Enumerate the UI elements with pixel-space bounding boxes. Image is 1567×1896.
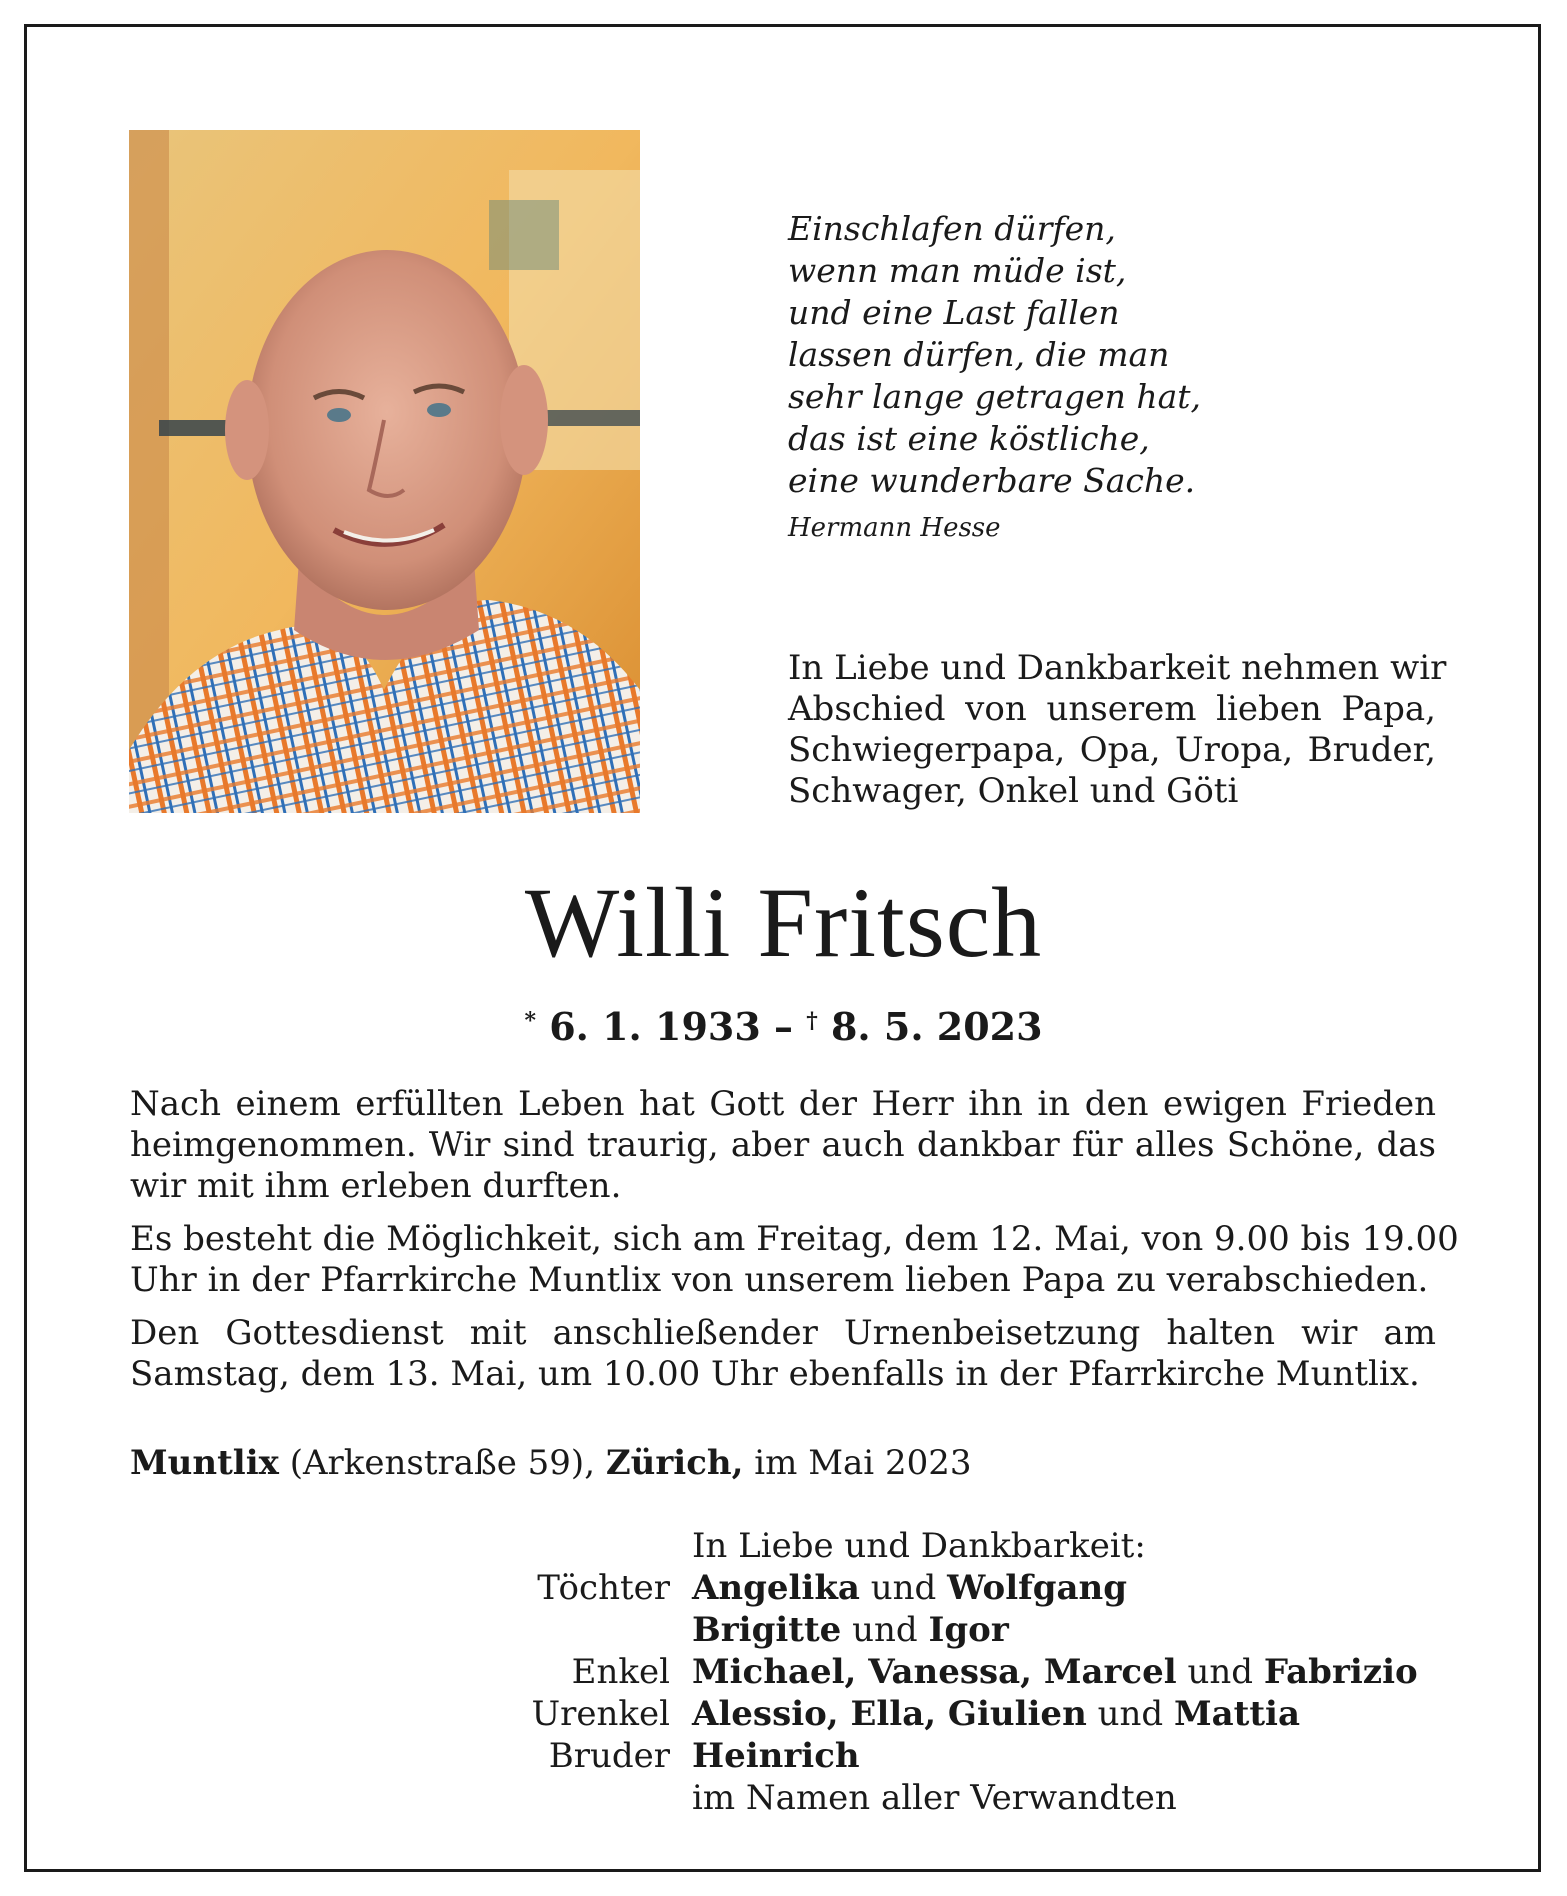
death-symbol: † bbox=[806, 1008, 818, 1034]
paragraph bbox=[130, 1219, 1459, 1301]
death-date: 8. 5. 2023 bbox=[830, 1004, 1043, 1049]
portrait-photo bbox=[129, 130, 640, 813]
family-name-bold: Michael, Vanessa, Marcel bbox=[692, 1652, 1177, 1692]
family-conjunction: und bbox=[870, 1568, 937, 1608]
poem-line: das ist eine köstliche, bbox=[788, 419, 1150, 458]
intro-line: In Liebe und Dankbarkeit nehmen wir bbox=[788, 648, 1447, 688]
family-name-bold: Igor bbox=[928, 1610, 1009, 1650]
poem-line: und eine Last fallen bbox=[788, 293, 1120, 332]
announcement-body bbox=[130, 1084, 1459, 1407]
body-line: Nach einem erfüllten Leben hat Gott der Herr ihn in den ewigen Frieden bbox=[130, 1084, 1436, 1124]
poem-line: eine wunderbare Sache. bbox=[788, 461, 1196, 500]
poem-line: lassen dürfen, die man bbox=[788, 335, 1170, 374]
family-name-bold: Angelika bbox=[692, 1568, 860, 1608]
family-names bbox=[692, 1651, 1418, 1693]
family-name-bold: Alessio, Ella, Giulien bbox=[692, 1694, 1087, 1734]
family-closing: im Namen aller Verwandten bbox=[692, 1778, 1177, 1818]
family-role: Bruder bbox=[548, 1736, 670, 1776]
poem-line: wenn man müde ist, bbox=[788, 251, 1127, 290]
family-row bbox=[0, 1609, 1567, 1651]
birth-symbol: * bbox=[524, 1008, 536, 1034]
family-names bbox=[692, 1735, 860, 1777]
address: (Arkenstraße 59), bbox=[289, 1443, 596, 1483]
family-names bbox=[692, 1567, 1127, 1609]
poem-author: Hermann Hesse bbox=[788, 513, 1001, 543]
body-line: Es besteht die Möglichkeit, sich am Freitag, dem 12. Mai, von 9.00 bis 19.00 bbox=[130, 1219, 1459, 1259]
birth-date: 6. 1. 1933 bbox=[549, 1004, 761, 1049]
family-name-bold: Wolfgang bbox=[947, 1568, 1128, 1608]
family-row bbox=[0, 1567, 1567, 1609]
paragraph bbox=[130, 1313, 1436, 1395]
family-row bbox=[0, 1693, 1567, 1735]
family-conjunction: und bbox=[852, 1610, 918, 1650]
paragraph bbox=[130, 1084, 1436, 1207]
family-names bbox=[692, 1609, 1009, 1651]
family-names bbox=[692, 1693, 1300, 1735]
family-role: Enkel bbox=[571, 1652, 670, 1692]
poem-line: Einschlafen dürfen, bbox=[788, 209, 1116, 248]
intro-line: Schwager, Onkel und Göti bbox=[788, 771, 1239, 811]
family-list bbox=[0, 1525, 1567, 1819]
family-row bbox=[0, 1735, 1567, 1777]
deceased-name: Willi Fritsch bbox=[524, 867, 1043, 978]
family-role: Töchter bbox=[537, 1568, 670, 1608]
life-dates bbox=[0, 996, 1567, 1052]
family-name-bold: Mattia bbox=[1173, 1694, 1301, 1734]
family-closing-row bbox=[0, 1777, 1567, 1819]
intro-line: Abschied von unserem lieben Papa, bbox=[788, 689, 1436, 729]
family-heading: In Liebe und Dankbarkeit: bbox=[692, 1526, 1146, 1566]
intro-text bbox=[788, 648, 1447, 812]
intro-line: Schwiegerpapa, Opa, Uropa, Bruder, bbox=[788, 730, 1436, 770]
body-line: wir mit ihm erleben durften. bbox=[130, 1166, 622, 1206]
date-separator: – bbox=[774, 1004, 793, 1049]
poem-line: sehr lange getragen hat, bbox=[788, 377, 1202, 416]
family-name-bold: Brigitte bbox=[692, 1610, 842, 1650]
place-date: im Mai 2023 bbox=[754, 1443, 972, 1483]
family-heading-row bbox=[0, 1525, 1567, 1567]
town-zurich: Zürich, bbox=[605, 1443, 744, 1483]
family-conjunction: und bbox=[1097, 1694, 1164, 1734]
town-muntlix: Muntlix bbox=[130, 1443, 279, 1483]
family-name-bold: Fabrizio bbox=[1263, 1652, 1418, 1692]
place-and-date bbox=[130, 1441, 1436, 1485]
family-row bbox=[0, 1651, 1567, 1693]
family-conjunction: und bbox=[1187, 1652, 1254, 1692]
body-line: Samstag, dem 13. Mai, um 10.00 Uhr ebenfalls in der Pfarrkirche Muntlix. bbox=[130, 1354, 1420, 1394]
family-name-bold: Heinrich bbox=[692, 1736, 860, 1776]
body-line: Uhr in der Pfarrkirche Muntlix von unserem lieben Papa zu verabschieden. bbox=[130, 1260, 1429, 1300]
family-role: Urenkel bbox=[531, 1694, 670, 1734]
body-line: heimgenommen. Wir sind traurig, aber auch dankbar für alles Schöne, das bbox=[130, 1125, 1436, 1165]
body-line: Den Gottesdienst mit anschließender Urnenbeisetzung halten wir am bbox=[130, 1313, 1436, 1353]
poem bbox=[788, 208, 1348, 544]
